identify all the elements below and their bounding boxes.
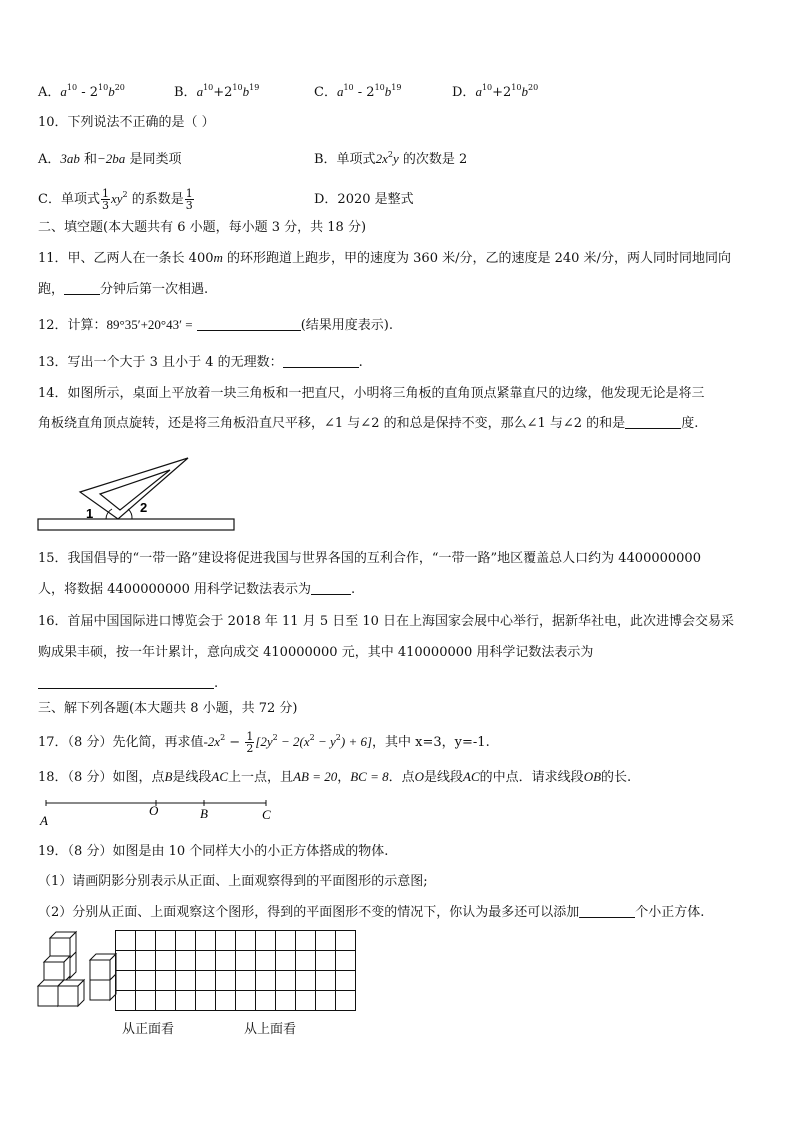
sup: 2 [122, 190, 128, 199]
text: . [350, 582, 356, 597]
q19-sub2 [38, 903, 756, 923]
math: a [475, 84, 482, 99]
q13 [38, 353, 756, 373]
sup: 10 [343, 83, 354, 92]
text: 是同类项 [125, 152, 182, 167]
math: − [225, 735, 245, 750]
q10-stem: 10．下列说法不正确的是（ ） [38, 115, 215, 130]
cube-stack-figure [36, 928, 118, 1010]
math: 2x [375, 151, 388, 166]
q12 [38, 315, 756, 336]
math: −2ba [97, 151, 126, 166]
numerator: 1 [101, 187, 109, 200]
text: (结果用度表示). [300, 318, 393, 333]
option-label: B． [174, 85, 197, 100]
q16-line3 [38, 674, 756, 694]
q16-line1: 16．首届中国国际进口博览会于 2018 年 11 月 5 日至 10 日在上海国家会展中心举行，据新华社电，此次进博会交易采 [38, 614, 735, 629]
section-3-heading: 三、解下列各题(本大题共 8 小题，共 72 分) [38, 701, 298, 716]
math: AC [211, 769, 229, 784]
text: ， [337, 770, 351, 785]
text: 上一点，且 [228, 770, 294, 785]
math: b [108, 84, 115, 99]
q15-line1: 15．我国倡导的“一带一路”建设将促进我国与世界各国的互利合作，“一带一路”地区覆盖总人口约为 4400000000 [38, 551, 701, 566]
q15-line2 [38, 580, 756, 600]
math: − y [314, 734, 336, 749]
q19-sub1: （1）请画阴影分别表示从正面、上面观察得到的平面图形的示意图; [38, 874, 428, 889]
text: 是线段 [172, 770, 212, 785]
text: 的系数是 [127, 192, 184, 207]
q10-option-a [38, 149, 181, 170]
q14-line1: 14．如图所示，桌面上平放着一块三角板和一把直尺，小明将三角板的直角顶点紧靠直尺的边缘，他发现无论是将三 [38, 386, 705, 401]
text: 分钟后第一次相遇. [100, 282, 209, 297]
sup: 10 [66, 83, 78, 92]
text: . [358, 355, 363, 370]
point-b-label: B [200, 806, 208, 821]
math: - 2 [77, 85, 99, 100]
option-label: A． [38, 85, 61, 100]
text: 的中点．请求线段 [479, 770, 584, 785]
sup: 10 [481, 83, 493, 92]
text: 个小正方体. [635, 905, 705, 920]
denominator: 2 [246, 742, 254, 755]
text: 角板绕直角顶点旋转，还是将三角板沿直尺平移，∠1 与∠2 的和总是保持不变，那么∠1 与∠2 的和是 [38, 416, 626, 431]
q14-line2 [38, 414, 756, 434]
math: -2x [203, 734, 221, 749]
q18 [38, 767, 756, 788]
q10-option-c [38, 186, 195, 213]
answer-blank[interactable] [579, 904, 635, 918]
math: AC [463, 769, 480, 784]
caption-front-view: 从正面看 [122, 1022, 175, 1037]
angle-2-label: 2 [140, 500, 148, 515]
option-label: B．单项式 [314, 152, 376, 167]
ruler-triangle-figure [36, 452, 236, 534]
sup: 10 [511, 83, 522, 92]
math: a [196, 84, 204, 99]
q9-option-c [314, 82, 401, 103]
q17 [38, 729, 756, 756]
q11-line2 [38, 280, 756, 300]
math: AB = 20 [293, 769, 338, 784]
sup: 2 [220, 733, 226, 742]
text: ，其中 x=3，y=-1. [372, 735, 490, 750]
math: a [60, 84, 67, 99]
q9-option-a [38, 82, 125, 103]
text: 17．（8 分）先化简，再求值 [38, 735, 204, 750]
text: 13．写出一个大于 3 且小于 4 的无理数： [38, 355, 283, 370]
fraction [101, 188, 110, 211]
text: 的长. [601, 770, 632, 785]
ruler [38, 519, 234, 530]
text: . [214, 676, 219, 691]
text: 人，将数据 4400000000 用科学记数法表示为 [38, 582, 311, 597]
sup: 10 [374, 83, 385, 92]
math: m [213, 250, 223, 265]
math: OB [583, 769, 602, 784]
math: xy [110, 191, 123, 206]
triangle-outer [80, 458, 188, 519]
fraction [185, 188, 194, 211]
q11-line1 [38, 248, 756, 269]
math: +2 [492, 85, 512, 100]
math: B [164, 769, 173, 784]
angle-1-label: 1 [86, 506, 94, 521]
q9-option-d [452, 82, 538, 103]
q10-option-d: D．2020 是整式 [314, 192, 414, 207]
math: y [392, 151, 399, 166]
fraction [245, 731, 254, 754]
text: 跑， [38, 282, 65, 297]
answer-blank[interactable] [197, 317, 301, 331]
math: − 2(x [277, 734, 310, 749]
math: 3ab [60, 151, 80, 166]
math: ) + 6] [340, 734, 373, 749]
denominator: 3 [185, 199, 193, 212]
answer-blank[interactable] [38, 675, 214, 689]
sup: 19 [249, 83, 260, 92]
numerator: 1 [246, 730, 254, 743]
text: 18．（8 分）如图，点 [38, 770, 165, 785]
cube-group [38, 932, 116, 1006]
text: ．点 [388, 770, 415, 785]
sup: 2 [309, 733, 315, 742]
text: 的环形跑道上跑步，甲的速度为 360 米/分，乙的速度是 240 米/分，两人同时同地同向 [222, 251, 731, 266]
answer-blank[interactable] [625, 415, 681, 429]
sup: 10 [203, 83, 214, 92]
caption-top-view: 从上面看 [244, 1022, 297, 1037]
math: b [242, 84, 250, 99]
math: b [384, 84, 392, 99]
sup: 10 [98, 83, 109, 92]
math: O [414, 769, 425, 784]
denominator: 3 [101, 199, 109, 212]
sup: 19 [391, 83, 402, 92]
point-a-label: A [40, 813, 48, 828]
text: 和 [79, 152, 98, 167]
answer-blank[interactable] [283, 354, 359, 368]
q16-line2: 购成果丰硕，按一年计累计，意向成交 410000000 元，其中 410000000 用科学记数法表示为 [38, 645, 594, 660]
top-view-grid[interactable] [235, 930, 357, 1012]
sup: 20 [114, 83, 125, 92]
text: 是线段 [424, 770, 464, 785]
answer-blank[interactable] [64, 281, 100, 295]
math: 89°35′+20°43′ = [106, 317, 193, 332]
sup: 2 [387, 150, 393, 159]
point-c-label: C [262, 807, 271, 822]
math: b [521, 84, 528, 99]
option-label: D． [452, 85, 476, 100]
section-2-heading: 二、填空题(本大题共有 6 小题，每小题 3 分，共 18 分) [38, 220, 367, 235]
option-label: C．单项式 [38, 192, 100, 207]
math: BC = 8 [350, 769, 389, 784]
math: [2y [255, 734, 273, 749]
sup: 2 [272, 733, 278, 742]
text: 度. [681, 416, 699, 431]
text: （2）分别从正面、上面观察这个图形，得到的平面图形不变的情况下，你认为最多还可以添加 [38, 905, 580, 920]
math: - 2 [353, 85, 375, 100]
text: 11．甲、乙两人在一条长 400 [38, 251, 214, 266]
front-view-grid[interactable] [115, 930, 237, 1012]
point-o-label: O [149, 803, 159, 818]
q10-option-b [314, 149, 467, 170]
text: 的次数是 2 [398, 152, 468, 167]
sup: 10 [232, 83, 243, 92]
segment-figure [36, 796, 276, 826]
q9-option-b [174, 82, 259, 103]
sup: 2 [335, 733, 341, 742]
math: +2 [213, 85, 233, 100]
math: a [336, 84, 344, 99]
q19-stem: 19．（8 分）如图是由 10 个同样大小的小正方体搭成的物体. [38, 844, 389, 859]
numerator: 1 [185, 187, 193, 200]
text: 12．计算： [38, 318, 107, 333]
sup: 20 [527, 83, 539, 92]
option-label: C． [314, 85, 337, 100]
option-label: A． [38, 152, 61, 167]
answer-blank[interactable] [311, 581, 351, 595]
